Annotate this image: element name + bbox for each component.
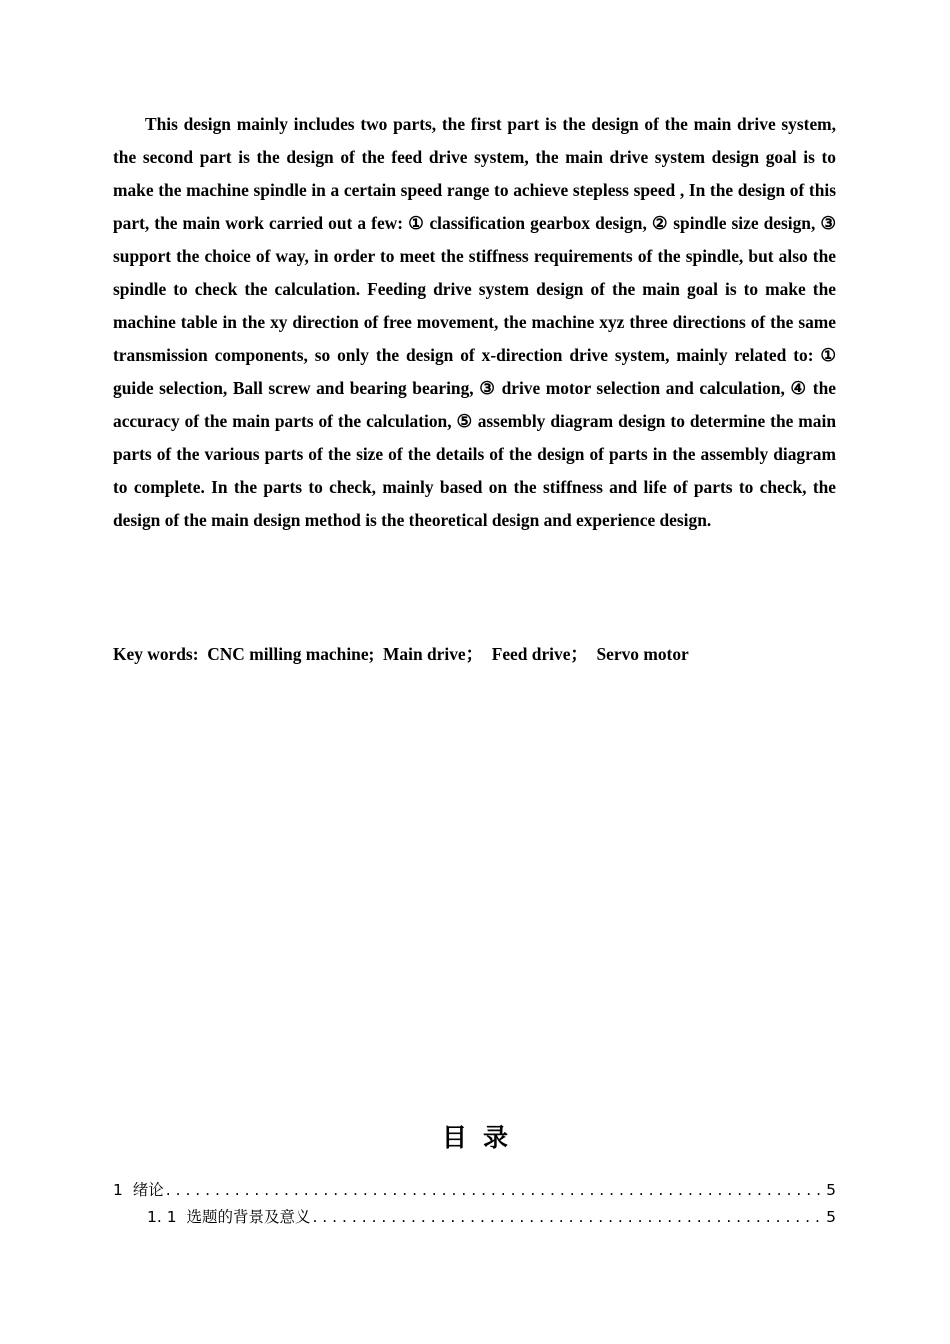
- toc-title: 目录: [441, 1123, 524, 1152]
- toc-entry[interactable]: [113, 1179, 836, 1201]
- toc-entry-page: 5: [826, 1208, 836, 1226]
- keywords-line: Key words: CNC milling machine; Main drive； Feed drive； Servo motor: [113, 644, 689, 664]
- toc-leader-dots: [312, 1206, 824, 1228]
- abstract-paragraph: This design mainly includes two parts, the first part is the design of the main drive system, the second part is the design of the feed drive system, the main drive system design goal is to make the machine spindle in a certain speed range to achieve stepless speed , In the design of this part, the main work carried out a few: ① classification gearbox design, ② spindle size design, ③ support the choice of way, in order to meet the stiffness requirements of the spindle, but also the spindle to check the calculation. Feeding drive system design of the main goal is to make the machine table in the xy direction of free movement, the machine xyz three directions of the same transmission components, so only the design of x-direction drive system, mainly related to: ① guide selection, Ball screw and bearing bearing, ③ drive motor selection and calculation, ④ the accuracy of the main parts of the calculation, ⑤ assembly diagram design to determine the main parts of the various parts of the size of the details of the design of parts in the assembly diagram to complete. In the parts to check, mainly based on the stiffness and life of parts to check, the design of the main design method is the theoretical design and experience design.: [113, 114, 836, 530]
- toc-entry[interactable]: [147, 1206, 836, 1228]
- toc-entry-label: 绪论: [132, 1181, 164, 1199]
- toc-entry-number: 1. 1: [147, 1208, 187, 1226]
- toc-entry-page: 5: [826, 1181, 836, 1199]
- toc-entry-number: 1: [113, 1181, 133, 1199]
- toc-entry-label: 选题的背景及意义: [186, 1208, 311, 1226]
- toc-leader-dots: [166, 1179, 824, 1201]
